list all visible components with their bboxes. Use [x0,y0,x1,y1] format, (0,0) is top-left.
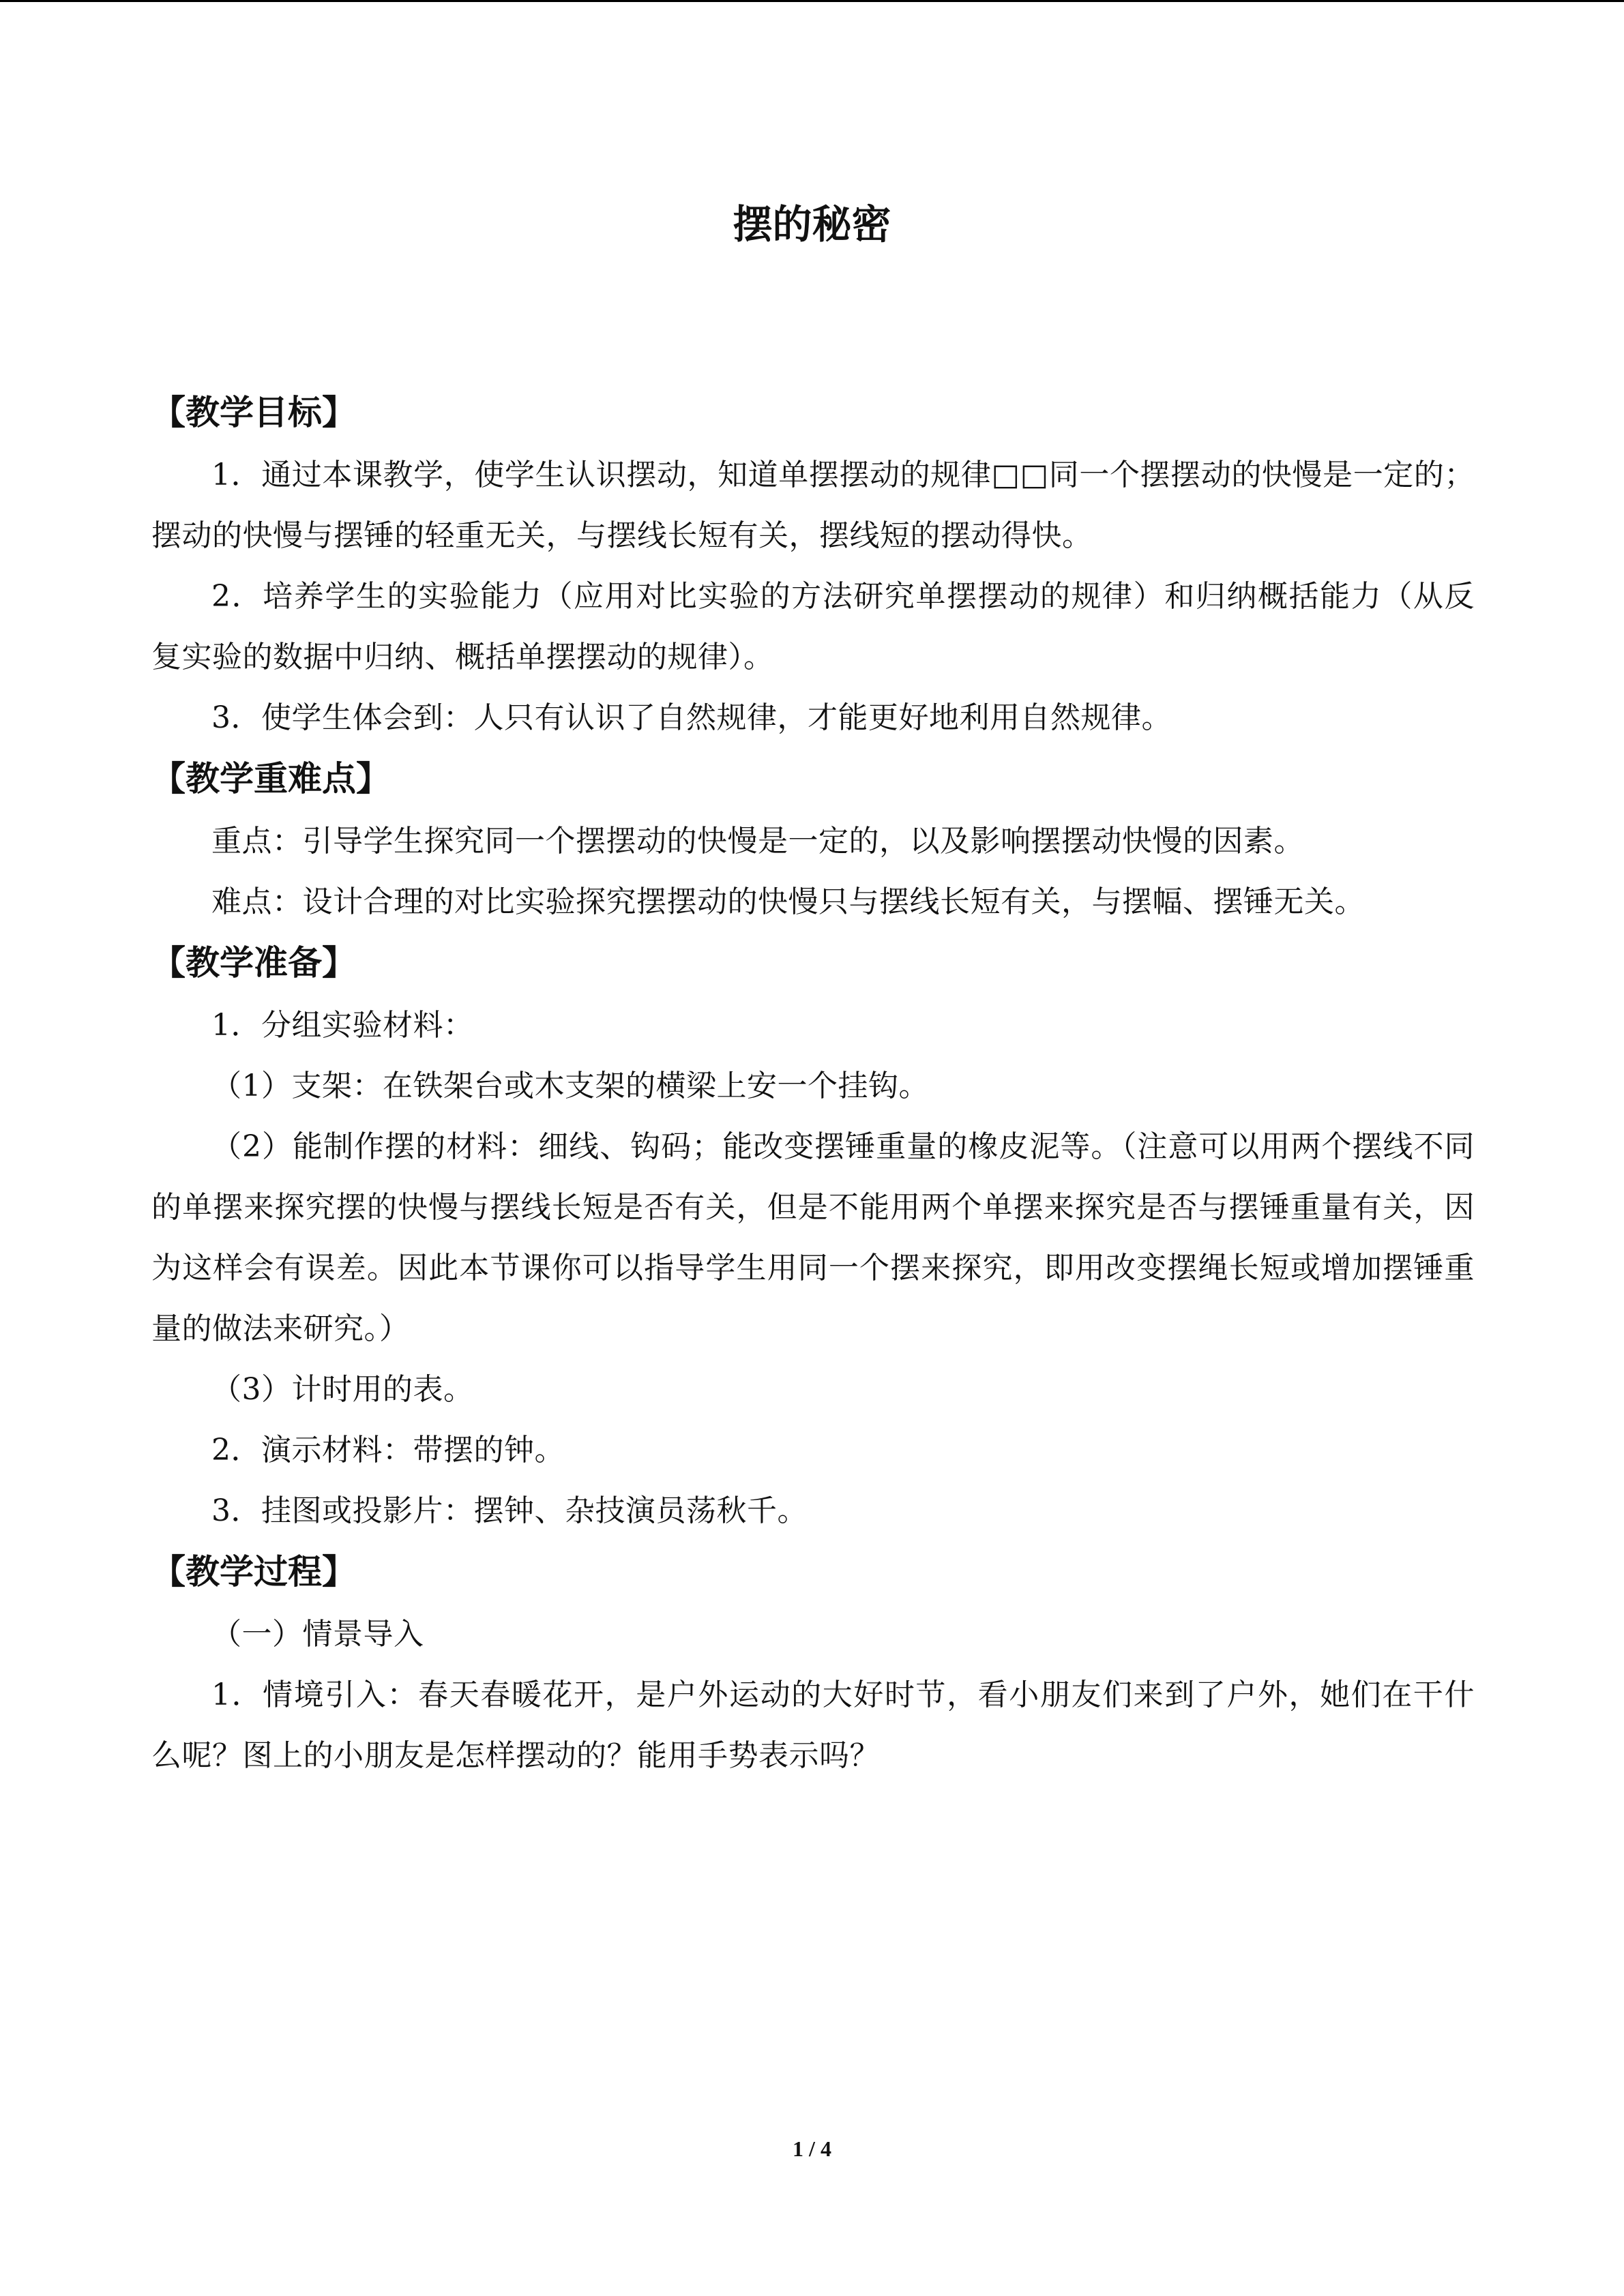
key-points-paragraph-2: 难点：设计合理的对比实验探究摆摆动的快慢只与摆线长短有关，与摆幅、摆锤无关。 [211,884,1365,919]
objectives-paragraph-3: 3．使学生体会到：人只有认识了自然规律，才能更好地利用自然规律。 [211,700,1172,735]
top-border-line [0,0,1624,2]
preparation-paragraph-1: 1．分组实验材料： [211,1008,474,1043]
objectives-paragraph-1: 1．通过本课教学，使学生认识摆动，知道单摆摆动的规律□□同一个摆摆动的快慢是一定的；摆动的快慢与摆锤的轻重无关，与摆线长短有关，摆线短的摆动得快。 [151,458,1475,553]
process-paragraph-2: 1．情境引入：春天春暖花开，是户外运动的大好时节，看小朋友们来到了户外，她们在干什么呢？图上的小朋友是怎样摆动的？能用手势表示吗？ [151,1678,1475,1773]
preparation-paragraph-2: （1）支架：在铁架台或木支架的横梁上安一个挂钩。 [211,1069,929,1103]
preparation-paragraph-6: 3．挂图或投影片：摆钟、杂技演员荡秋千。 [211,1493,808,1528]
key-points-paragraph-1: 重点：引导学生探究同一个摆摆动的快慢是一定的，以及影响摆摆动快慢的因素。 [211,824,1304,859]
objectives-paragraph-2: 2．培养学生的实验能力（应用对比实验的方法研究单摆摆动的规律）和归纳概括能力（从反复实验的数据中归纳、概括单摆摆动的规律）。 [151,579,1475,674]
process-paragraph-1: （一）情景导入 [211,1617,424,1652]
document-body [151,382,1475,1786]
preparation-paragraph-3: （2）能制作摆的材料：细线、钩码；能改变摆锤重量的橡皮泥等。（注意可以用两个摆线不同的单摆来探究摆的快慢与摆线长短是否有关，但是不能用两个单摆来探究是否与摆锤重量有关，因为这样会有误差。因此本节课你可以指导学生用同一个摆来探究，即用改变摆绳长短或增加摆锤重量的做法来研究。） [151,1129,1475,1346]
document-title: 摆的秘密 [733,201,891,248]
section-heading-preparation: 【教学准备】 [151,942,356,983]
preparation-paragraph-5: 2．演示材料：带摆的钟。 [211,1433,565,1467]
preparation-paragraph-4: （3）计时用的表。 [211,1372,474,1407]
section-heading-objectives: 【教学目标】 [151,392,356,432]
section-heading-process: 【教学过程】 [151,1551,356,1592]
section-heading-key-points: 【教学重难点】 [151,758,390,799]
page-number: 1 / 4 [793,2136,831,2161]
